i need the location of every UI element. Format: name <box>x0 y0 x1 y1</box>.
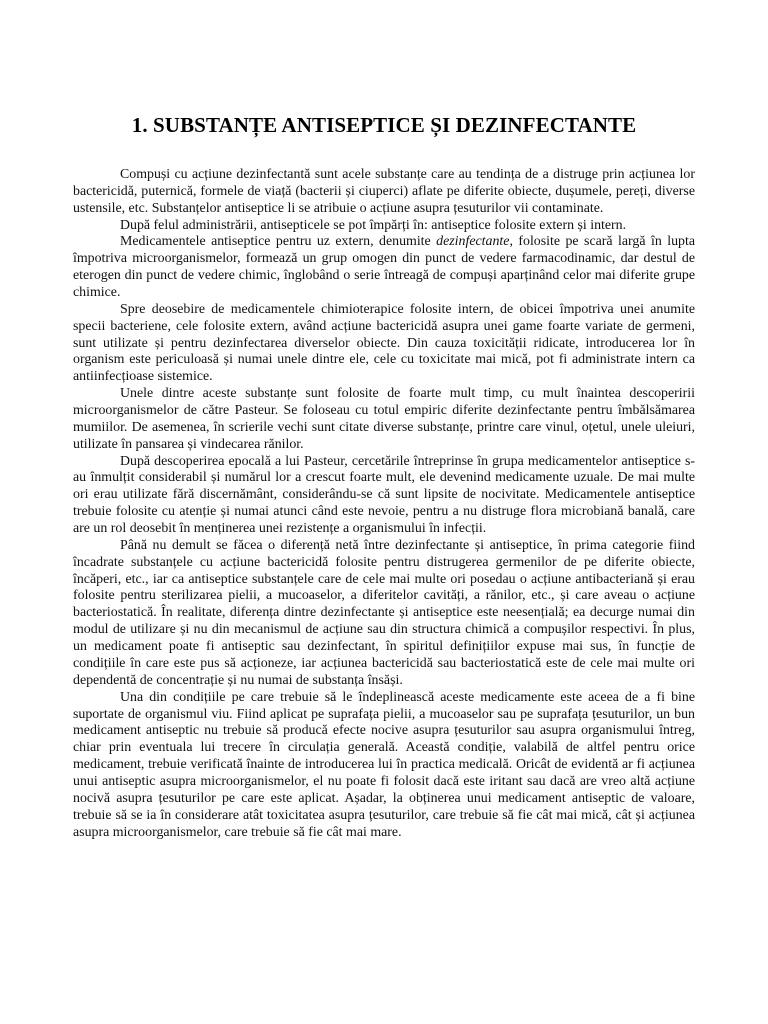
document-body <box>73 167 695 841</box>
paragraph-3-start: Medicamentele antiseptice pentru uz extern, denumite <box>120 234 437 250</box>
chapter-title: 1. SUBSTANȚE ANTISEPTICE ȘI DEZINFECTANTE <box>131 113 637 137</box>
paragraph-3-end: , folosite pe scară largă în lupta împotriva microorganismelor, formează un grup omogen din punct de vedere farmacodinamic, dar destul de eterogen din punct de vedere chimic, înglobând o serie întreagă de compuși aparținând celor mai diferite grupe chimice. <box>73 234 695 301</box>
paragraph-2: După felul administrării, antisepticele se pot împărți în: antiseptice folosite extern și intern. <box>120 217 627 233</box>
paragraph-7: Până nu demult se făcea o diferență netă între dezinfectante și antiseptice, în prima categorie fiind încadrate substanțele cu acțiune bactericidă folosite pentru distrugerea germenilor de pe diferite obiecte, încăperi, etc., iar ca antiseptice substanțele care de cele mai multe ori posedau o acțiune antibacteriană și erau folosite pentru sterilizarea pielii, a mucoaselor, a diferitelor cavități, a rănilor, etc., și care aveau o acțiune bacteriostatică. În realitate, diferența dintre dezinfectante și antiseptice este neesențială; ea decurge numai din modul de utilizare și nu din mecanismul de acțiune sau din structura chimică a compușilor respectivi. În plus, un medicament poate fi antiseptic sau dezinfectant, în spiritul definițiilor expuse mai sus, în funcție de condițiile în care este pus să acționeze, iar acțiunea bactericidă sau bacteriostatică este de cele mai multe ori dependentă de concentrație și nu numai de substanța însăși. <box>73 537 695 688</box>
paragraph-4: Spre deosebire de medicamentele chimioterapice folosite intern, de obicei împotriva unei anumite specii bacteriene, cele folosite extern, având acțiune bactericidă asupra unei game foarte variate de germeni, sunt utilizate și pentru dezinfectarea diverselor obiecte. Din cauza toxicității ridicate, introducerea lor în organism este periculoasă și numai unele dintre ele, cele cu toxicitate mai mică, pot fi administrate intern ca antiinfecțioase sistemice. <box>73 301 695 385</box>
dezinfectante-term: dezinfectante <box>436 234 510 250</box>
paragraph-5: Unele dintre aceste substanțe sunt folosite de foarte mult timp, cu mult înaintea descoperirii microorganismelor de către Pasteur. Se foloseau cu totul empiric diferite dezinfectante pentru îmbălsămarea mumiilor. De asemenea, în scrierile vechi sunt citate diverse substanțe, printre care vinul, oțetul, unele uleiuri, utilizate în pansarea și vindecarea rănilor. <box>73 386 695 452</box>
paragraph-8: Una din condițiile pe care trebuie să le îndeplinească aceste medicamente este aceea de a fi bine suportate de organismul viu. Fiind aplicat pe suprafața pielii, a mucoaselor sau pe suprafața țesuturilor, un bun medicament antiseptic nu trebuie să producă efecte nocive asupra țesuturilor sau asupra organismului întreg, chiar prin eventuala lui trecere în circulația generală. Această condiție, valabilă de altfel pentru orice medicament, trebuie verificată înainte de introducerea lui în practica medicală. Oricât de evidentă ar fi acțiunea unui antiseptic asupra microorganismelor, el nu poate fi folosit dacă este iritant sau dacă are vreo altă acțiune nocivă asupra țesuturilor pe care este aplicat. Așadar, la obținerea unui medicament antiseptic de valoare, trebuie să se ia în considerare atât toxicitatea asupra țesuturilor, care trebuie să fie cât mai mică, cât și acțiunea asupra microorganismelor, care trebuie să fie cât mai mare. <box>73 689 695 840</box>
paragraph-1: Compuși cu acțiune dezinfectantă sunt acele substanțe care au tendința de a distruge prin acțiunea lor bactericidă, puternică, formele de viață (bacterii și ciuperci) aflate pe diferite obiecte, dușumele, pereți, diverse ustensile, etc. Substanțelor antiseptice li se atribuie o acțiune asupra țesuturilor vii contaminate. <box>73 167 695 216</box>
paragraph-6: După descoperirea epocală a lui Pasteur, cercetările întreprinse în grupa medicamentelor antiseptice s-au înmulțit considerabil și numărul lor a crescut foarte mult, ele devenind medicamente uzuale. De mai multe ori erau utilizate fără discernământ, considerându-se că sunt lipsite de nocivitate. Medicamentele antiseptice trebuie folosite cu atenție și numai atunci când este nevoie, pentru a nu distruge flora microbiană banală, care are un rol deosebit în menținerea unei rezistențe a organismului în infecții. <box>73 453 695 537</box>
paragraph-3 <box>73 234 695 301</box>
